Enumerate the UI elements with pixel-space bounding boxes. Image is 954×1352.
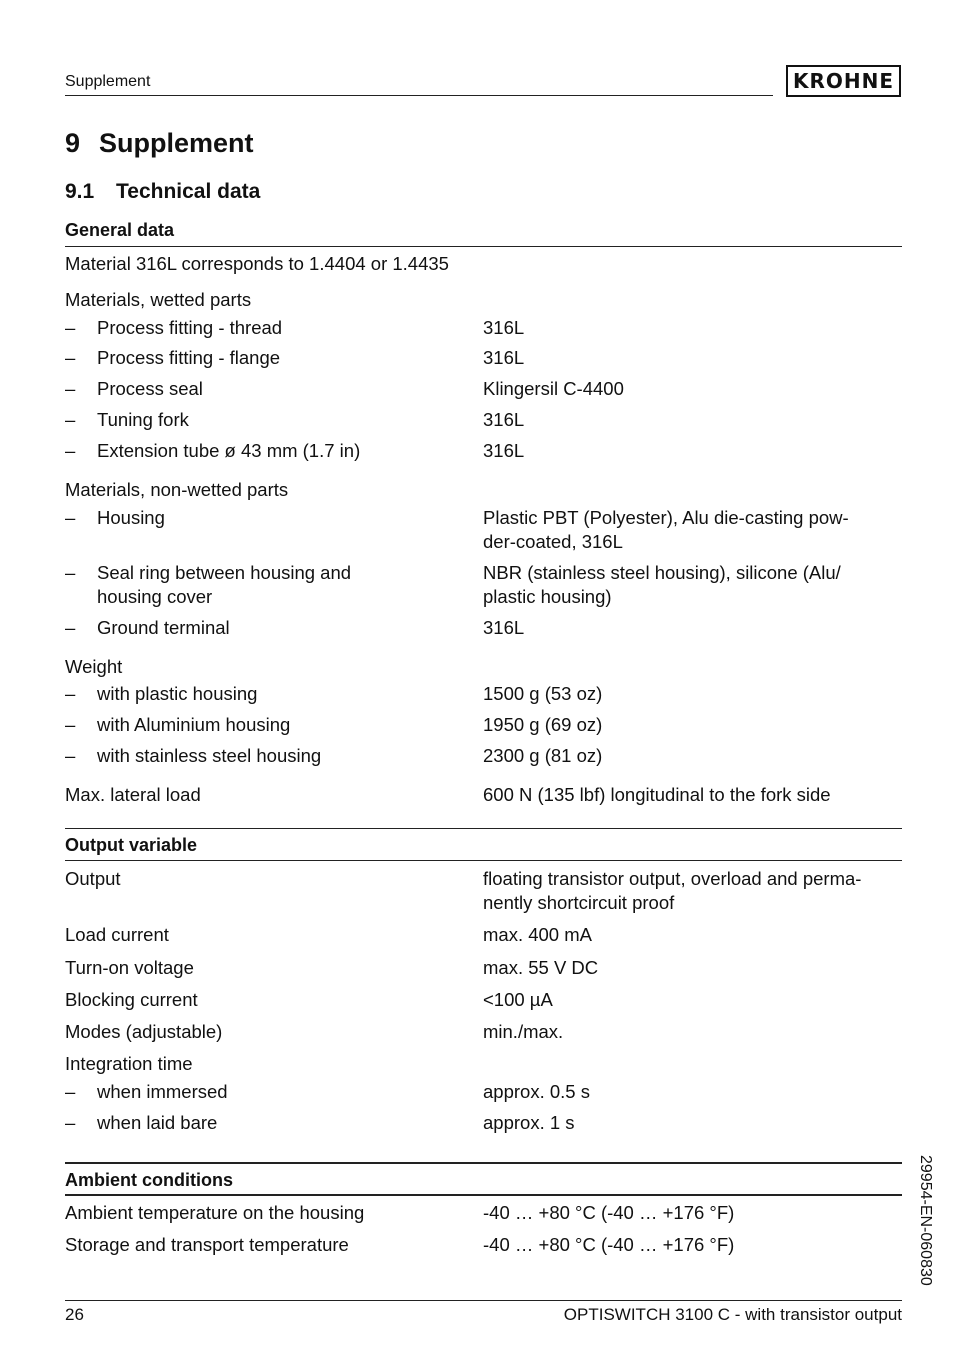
chapter-title: Supplement bbox=[99, 128, 254, 158]
product-name: OPTISWITCH 3100 C - with transistor output bbox=[563, 1305, 902, 1324]
spec-value: approx. 1 s bbox=[483, 1112, 575, 1133]
spec-value-cont: plastic housing) bbox=[483, 586, 612, 607]
spec-name: when laid bare bbox=[97, 1112, 218, 1133]
document-code: 29954-EN-060830 bbox=[917, 1155, 934, 1286]
spec-name: Process fitting - thread bbox=[97, 317, 283, 338]
list-dash: – bbox=[65, 507, 76, 528]
section-rule bbox=[65, 1194, 902, 1196]
spec-value-cont: der-coated, 316L bbox=[483, 531, 623, 552]
list-dash: – bbox=[65, 1112, 76, 1133]
list-dash: – bbox=[65, 409, 76, 430]
spec-value: approx. 0.5 s bbox=[483, 1081, 590, 1102]
spec-name: Blocking current bbox=[65, 989, 198, 1010]
krohne-logo: KROHNE bbox=[786, 65, 901, 97]
wetted-label: Materials, wetted parts bbox=[65, 289, 252, 310]
spec-name: Ambient temperature on the housing bbox=[65, 1202, 365, 1223]
running-header: Supplement bbox=[65, 73, 151, 90]
weight-label: Weight bbox=[65, 656, 123, 677]
list-dash: – bbox=[65, 347, 76, 368]
chapter-number: 9 bbox=[65, 128, 81, 158]
list-dash: – bbox=[65, 714, 76, 735]
spec-name: Storage and transport temperature bbox=[65, 1234, 349, 1255]
spec-value: 316L bbox=[483, 617, 525, 638]
spec-name: Tuning fork bbox=[97, 409, 189, 430]
spec-value: min./max. bbox=[483, 1021, 564, 1042]
list-dash: – bbox=[65, 378, 76, 399]
spec-name: Output bbox=[65, 868, 121, 889]
ambient-conditions-title: Ambient conditions bbox=[65, 1170, 233, 1190]
spec-value: 1500 g (53 oz) bbox=[483, 683, 603, 704]
output-variable-title: Output variable bbox=[65, 835, 198, 855]
spec-value: 316L bbox=[483, 440, 525, 461]
material-note: Material 316L corresponds to 1.4404 or 1.4435 bbox=[65, 253, 449, 274]
spec-name: Extension tube ø 43 mm (1.7 in) bbox=[97, 440, 361, 461]
section-rule bbox=[65, 1162, 902, 1164]
spec-value: <100 µA bbox=[483, 989, 553, 1010]
spec-value: Plastic PBT (Polyester), Alu die-casting pow- bbox=[483, 507, 849, 528]
spec-value-cont: nently shortcircuit proof bbox=[483, 892, 675, 913]
spec-name: Seal ring between housing and bbox=[97, 562, 352, 583]
spec-name: Load current bbox=[65, 924, 169, 945]
section-title: Technical data bbox=[116, 180, 261, 203]
non-wetted-label: Materials, non-wetted parts bbox=[65, 479, 289, 500]
chapter-heading bbox=[65, 128, 254, 159]
spec-value: 600 N (135 lbf) longitudinal to the fork side bbox=[483, 784, 831, 805]
footer-rule bbox=[65, 1300, 902, 1301]
spec-name: Ground terminal bbox=[97, 617, 230, 638]
list-dash: – bbox=[65, 562, 76, 583]
spec-name: Process fitting - flange bbox=[97, 347, 281, 368]
list-dash: – bbox=[65, 617, 76, 638]
list-dash: – bbox=[65, 1081, 76, 1102]
spec-value: -40 … +80 °C (-40 … +176 °F) bbox=[483, 1234, 735, 1255]
spec-name: Process seal bbox=[97, 378, 203, 399]
spec-value: 316L bbox=[483, 317, 525, 338]
section-rule bbox=[65, 828, 902, 829]
spec-value: floating transistor output, overload and perma- bbox=[483, 868, 862, 889]
list-dash: – bbox=[65, 440, 76, 461]
spec-name: with plastic housing bbox=[97, 683, 258, 704]
spec-name-cont: housing cover bbox=[97, 586, 213, 607]
spec-name: with stainless steel housing bbox=[97, 745, 322, 766]
section-number: 9.1 bbox=[65, 180, 95, 203]
spec-value: max. 55 V DC bbox=[483, 957, 599, 978]
spec-value: Klingersil C-4400 bbox=[483, 378, 624, 399]
header-rule bbox=[65, 95, 773, 96]
spec-value: -40 … +80 °C (-40 … +176 °F) bbox=[483, 1202, 735, 1223]
spec-name: Housing bbox=[97, 507, 165, 528]
section-rule bbox=[65, 860, 902, 861]
spec-name: Modes (adjustable) bbox=[65, 1021, 223, 1042]
list-dash: – bbox=[65, 745, 76, 766]
spec-value: max. 400 mA bbox=[483, 924, 592, 945]
spec-value: 316L bbox=[483, 347, 525, 368]
spec-name: Max. lateral load bbox=[65, 784, 201, 805]
spec-value: NBR (stainless steel housing), silicone (Alu/ bbox=[483, 562, 841, 583]
section-rule bbox=[65, 246, 902, 247]
spec-name: with Aluminium housing bbox=[97, 714, 291, 735]
list-dash: – bbox=[65, 683, 76, 704]
list-dash: – bbox=[65, 317, 76, 338]
integration-label: Integration time bbox=[65, 1053, 193, 1074]
spec-value: 2300 g (81 oz) bbox=[483, 745, 603, 766]
spec-value: 316L bbox=[483, 409, 525, 430]
general-data-title: General data bbox=[65, 220, 175, 240]
section-heading bbox=[65, 180, 260, 204]
spec-value: 1950 g (69 oz) bbox=[483, 714, 603, 735]
spec-name: when immersed bbox=[97, 1081, 228, 1102]
page-number: 26 bbox=[65, 1305, 84, 1324]
spec-name: Turn-on voltage bbox=[65, 957, 194, 978]
